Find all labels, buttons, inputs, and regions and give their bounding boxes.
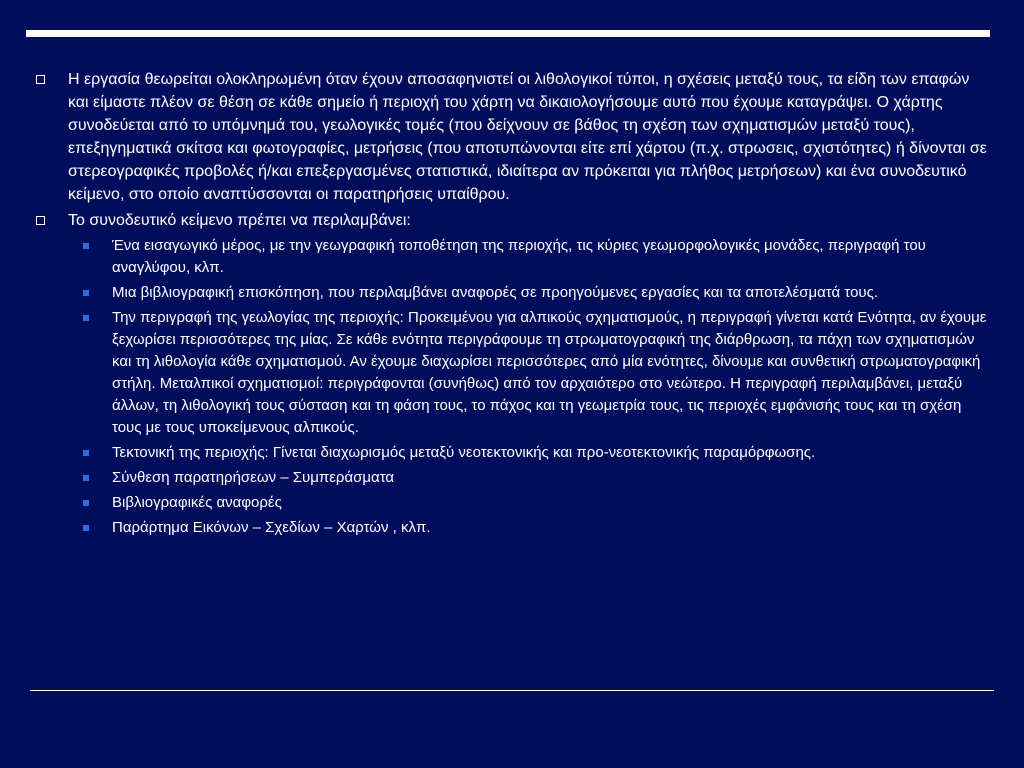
sub-bullet-item [78,492,994,514]
sub-bullet-text: Τεκτονική της περιοχής: Γίνεται διαχωρισμός μεταξύ νεοτεκτονικής και προ-νεοτεκτονικής παραμόρφωσης. [112,444,816,461]
square-bullet-icon [78,282,112,304]
square-bullet-icon [78,467,112,489]
bullet-text: Η εργασία θεωρείται ολοκληρωμένη όταν έχουν αποσαφηνιστεί οι λιθολογικοί τύποι, η σχέσεις μεταξύ τους, τα είδη των επαφών και είμαστε πλέον σε θέση σε κάθε σημείο ή περιοχή του χάρτη να δικαιολογήσουμε αυτό που έχουμε καταγράψει. Ο χάρτης συνοδεύεται από το υπόμνημά του, γεωλογικές τομές (που δείχνουν σε βάθος τη σχέση των σχηματισμών μεταξύ τους), επεξηγηματικά σκίτσα και φωτογραφίες, μετρήσεις (που αποτυπώνονται είτε επί χάρτου (π.χ. στρωσεις, σχιστότητες) ή δίνονται σε στερεογραφικές προβολές ή/και επεξεργασμένες στατιστικά, ιδιαίτερα αν πρόκειται για πλήθος μετρήσεων) και ένα συνοδευτικό κείμενο, στο οποίο αναπτύσσονται οι παρατηρήσεις υπαίθρου. [68,71,987,203]
sub-bullet-item [78,467,994,489]
square-bullet-icon [78,307,112,329]
sub-bullet-item [78,442,994,464]
slide-body [36,68,994,542]
footer-divider-line [30,690,994,691]
sub-bullet-text: Μια βιβλιογραφική επισκόπηση, που περιλαμβάνει αναφορές σε προηγούμενες εργασίες και τα αποτελέσματά τους. [112,284,879,301]
square-bullet-icon [78,517,112,539]
sub-bullet-text: Σύνθεση παρατηρήσεων – Συμπεράσματα [112,469,395,486]
square-bullet-icon [78,235,112,257]
hollow-square-bullet-icon [36,68,68,91]
sub-bullet-text: Παράρτημα Εικόνων – Σχεδίων – Χαρτών , κλπ. [112,519,431,536]
sub-bullet-item [78,235,994,279]
bullet-text: Το συνοδευτικό κείμενο πρέπει να περιλαμβάνει: [68,212,411,229]
bullet-item [36,68,994,206]
square-bullet-icon [78,442,112,464]
sub-bullet-item [78,307,994,439]
sub-bullet-text: Την περιγραφή της γεωλογίας της περιοχής: Προκειμένου για αλπικούς σχηματισμούς, η περιγραφή γίνεται κατά Ενότητα, αν έχουμε ξεχωρίσει περισσότερες της μίας. Σε κάθε ενότητα περιγράφουμε τη στρωματογραφική της διάρθρωση, τα πάχη των σχηματισμών και τη λιθολογία κάθε σχηματισμού. Αν έχουμε διαχωρίσει περισσότερες από μία ενότητες, δίνουμε και συνθετική στρωματογραφική στήλη. Μεταλπικοί σχηματισμοί: περιγράφονται (συνήθως) από τον αρχαιότερο στο νεώτερο. Η περιγραφή περιλαμβάνει, μεταξύ άλλων, τη λιθολογική τους σύσταση και τη φάση τους, το πάχος και τη γεωμετρία τους, τις περιοχές εμφάνισής τους και τη σχέση τους με τους υποκείμενους αλπικούς. [112,309,987,436]
hollow-square-bullet-icon [36,209,68,232]
sub-bullet-item [78,282,994,304]
title-divider-bar [26,30,990,37]
sub-bullet-text: Ένα εισαγωγικό μέρος, με την γεωγραφική τοποθέτηση της περιοχής, τις κύριες γεωμορφολογικές μονάδες, περιγραφή του αναγλύφου, κλπ. [112,237,926,276]
square-bullet-icon [78,492,112,514]
bullet-item [36,209,994,232]
sub-bullet-item [78,517,994,539]
sub-bullet-text: Βιβλιογραφικές αναφορές [112,494,282,511]
